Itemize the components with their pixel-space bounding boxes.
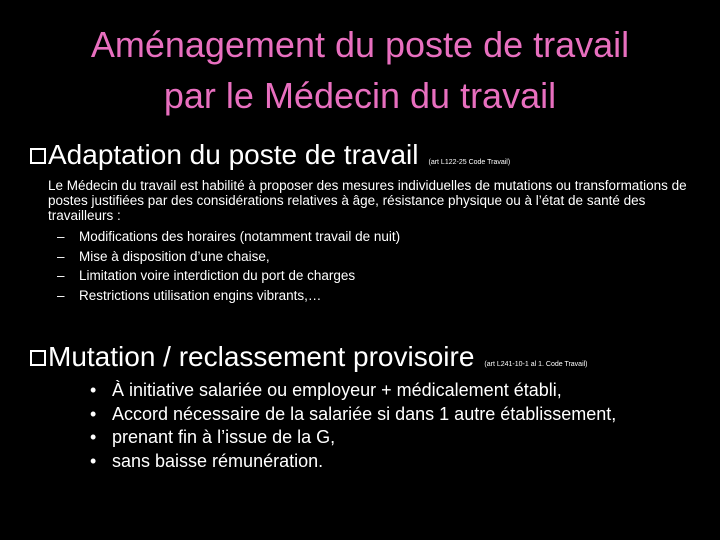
bullet-marker: • — [90, 450, 97, 471]
dash-marker: – — [57, 287, 65, 303]
list-item-text: prenant fin à l’issue de la G, — [112, 427, 336, 447]
dash-marker: – — [57, 248, 65, 264]
list-item — [90, 450, 616, 474]
conditions-list — [90, 379, 616, 473]
list-item — [90, 403, 616, 427]
list-item — [57, 247, 400, 267]
list-item-text: sans baisse rémunération. — [112, 450, 324, 471]
list-item — [57, 227, 400, 247]
checkbox-square-icon — [30, 350, 46, 366]
checkbox-square-icon — [30, 148, 46, 164]
section-heading-text: Mutation / reclassement provisoire — [48, 341, 475, 372]
list-item-text: À initiative salariée ou employeur + médicalement établi, — [112, 380, 562, 400]
slide-title-line-2: par le Médecin du travail — [163, 75, 557, 116]
dash-marker: – — [57, 268, 65, 283]
legal-reference: (art L122-25 Code Travail) — [428, 159, 511, 166]
list-item — [57, 266, 400, 286]
list-item-text: Restrictions utilisation engins vibrants,… — [79, 287, 322, 303]
dash-marker: – — [57, 229, 65, 244]
bullet-marker: • — [90, 380, 97, 400]
legal-reference: (art L241-10-1 al 1. Code Travail) — [484, 361, 588, 368]
list-item-text: Modifications des horaires (notamment travail de nuit) — [79, 229, 401, 244]
bullet-marker: • — [90, 403, 97, 424]
list-item-text: Accord nécessaire de la salariée si dans 1 autre établissement, — [112, 403, 617, 424]
section-paragraph: Le Médecin du travail est habilité à proposer des mesures individuelles de mutations ou transformations de postes justifiées par des considérations relatives à âge, résistance physique ou à l’état de santé des travailleurs : — [48, 178, 687, 223]
section-heading-adaptation — [30, 139, 510, 171]
measures-list — [57, 227, 400, 305]
bullet-marker: • — [90, 427, 97, 447]
section-heading-text: Adaptation du poste de travail — [48, 139, 419, 170]
slide-title-line-1: Aménagement du poste de travail — [90, 24, 630, 65]
list-item-text: Limitation voire interdiction du port de charges — [79, 268, 356, 283]
section-heading-mutation — [30, 341, 588, 373]
list-item — [57, 286, 400, 306]
list-item-text: Mise à disposition d’une chaise, — [79, 248, 270, 264]
list-item — [90, 426, 616, 450]
list-item — [90, 379, 616, 403]
